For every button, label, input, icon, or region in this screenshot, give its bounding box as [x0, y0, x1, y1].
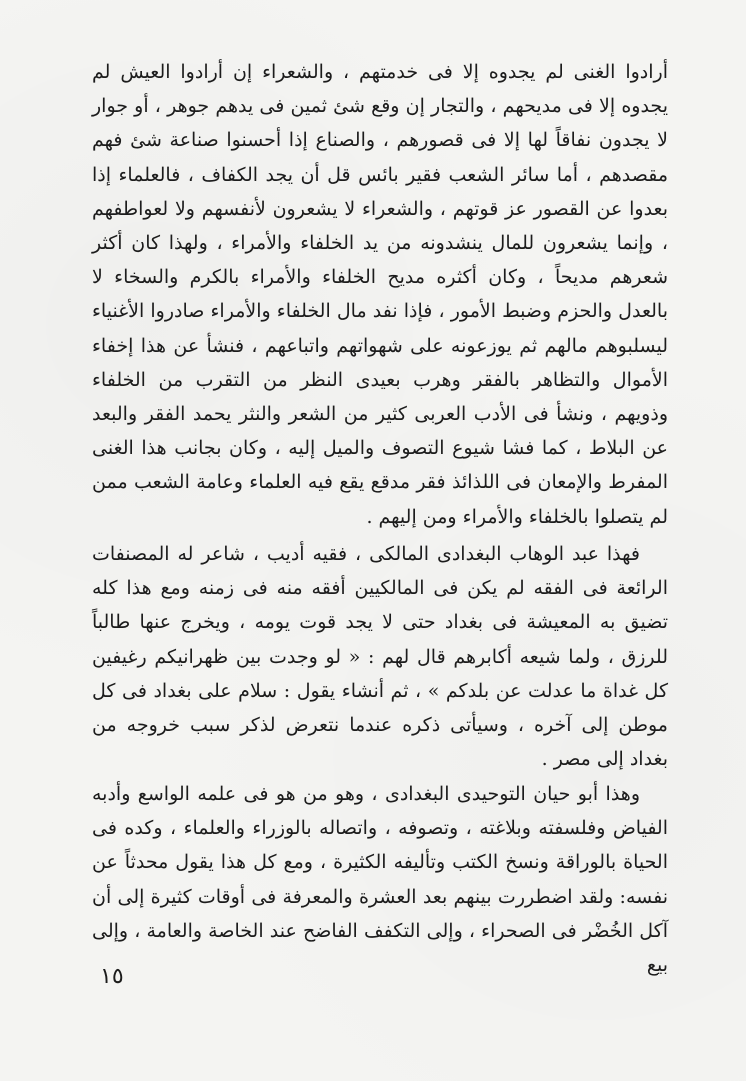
page-number: ١٥ [100, 964, 124, 989]
paragraph-text: أرادوا الغنى لم يجدوه إلا فى خدمتهم ، والشعراء إن أرادوا العيش لم يجدوه إلا فى مديحهم ، والتجار إن وقع شئ ثمين فى يدهم جوهر ، أو جوار لا يجدون نفاقاً لها إلا فى قصورهم ، والصناع إذا أحسنوا صناعة شئ فهم مقصدهم ، أما سائر الشعب فقير بائس قل أن يجد الكفاف ، فالعلماء إذا بعدوا عن القصور عز قوتهم ، والشعراء لا يشعرون لأنفسهم ولا لعواطفهم ، وإنما يشعرون للمال ينشدونه من يد الخلفاء والأمراء ، ولهذا كان أكثر شعرهم مديحاً ، وكان أكثره مديح الخلفاء والأمراء بالكرم والسخاء لا بالعدل والحزم وضبط الأمور ، فإذا نفد مال الخلفاء والأمراء صادروا الأغنياء ليسلبوهم مالهم ثم يوزعونه على شهواتهم واتباعهم ، فنشأ عن هذا إخفاء الأموال والتظاهر بالفقر وهرب بعيدى النظر من التقرب من الخلفاء وذويهم ، ونشأ فى الأدب العربى كثير من الشعر والنثر يحمد الفقر والبعد عن البلاط ، كما فشا شيوع التصوف والميل إليه ، وكان بجانب هذا الغنى المفرط والإمعان فى اللذائذ فقر مدقع يقع فيه العلماء وعامة الشعب ممن لم يتصلوا بالخلفاء والأمراء ومن إليهم . [92, 61, 668, 528]
paragraph-text: فهذا عبد الوهاب البغدادى المالكى ، فقيه أديب ، شاعر له المصنفات الرائعة فى الفقه لم يكن فى المالكيين أفقه منه فى زمنه ومع هذا كله تضيق به المعيشة فى بغداد حتى لا يجد قوت يومه ، ويخرج عنها طالباً للرزق ، ولما شيعه أكابرهم قال لهم : « لو وجدت بين ظهرانيكم رغيفين كل غداة ما عدلت عن بلدكم » ، ثم أنشاء يقول : سلام على بغداد فى كل موطن إلى آخره ، وسيأتى ذكره عندما نتعرض لذكر سبب خروجه من بغداد إلى مصر . [92, 543, 668, 771]
paragraph-text: وهذا أبو حيان التوحيدى البغدادى ، وهو من هو فى علمه الواسع وأدبه الفياض وفلسفته وبلاغته ، وتصوفه ، واتصاله بالوزراء والعلماء ، وكده فى الحياة بالوراقة ونسخ الكتب وتأليفه الكثيرة ، ومع كل هذا يقول محدثاً عن نفسه: ولقد اضطررت بينهم بعد العشرة والمعرفة فى أوقات كثيرة إلى أن آكل الخُضْر فى الصحراء ، وإلى التكفف الفاضح عند الخاصة والعامة ، وإلى بيع [92, 783, 668, 977]
paragraph-3 [92, 777, 668, 982]
paragraph-1 [92, 55, 668, 534]
paragraph-2 [92, 537, 668, 776]
